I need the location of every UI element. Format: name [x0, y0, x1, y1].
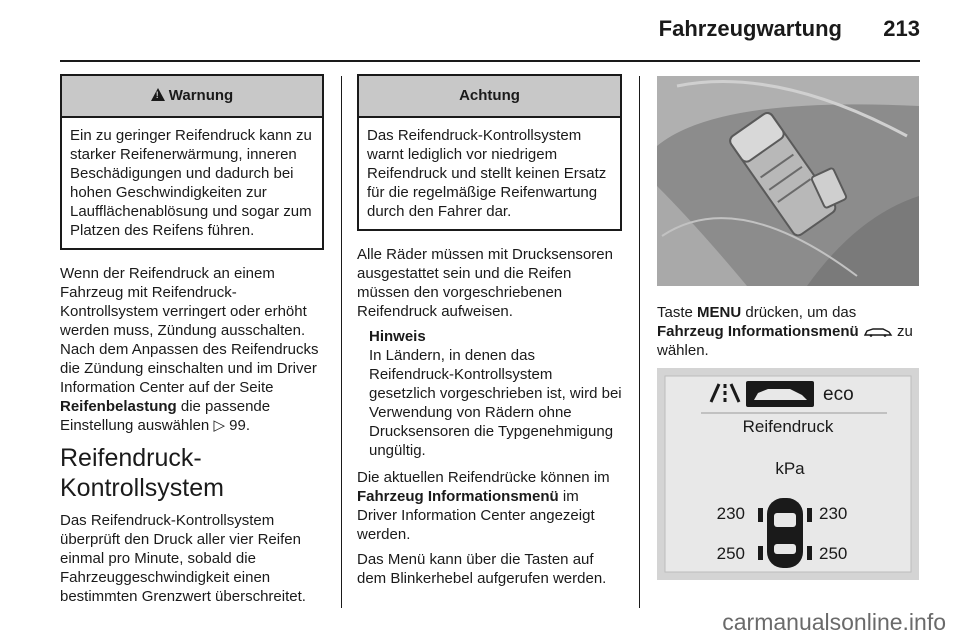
paragraph-menu-access: Das Menü kann über die Tasten auf dem Blinkerhebel aufgerufen werden.: [357, 551, 607, 587]
menu-term-reifenbelastung: Reifenbelastung: [60, 398, 177, 415]
turn-signal-lever-photo: [657, 76, 919, 286]
caption-menu-button: [657, 303, 922, 360]
caution-box-header: Achtung: [359, 76, 620, 118]
column-3-caption: [657, 303, 922, 366]
column-separator-1: [341, 76, 342, 608]
paragraph-system-description: Das Reifendruck-Kontrollsystem überprüft den Druck aller vier Reifen einmal pro Minute, sobald die Fahrzeuggeschwindigkeit einen bestimmten Grenzwert überschreitet.: [60, 512, 306, 605]
caption-text: drücken, um das: [745, 304, 857, 321]
pressure-front-left: 230: [716, 504, 745, 523]
section-heading: Reifendruck-Kontrollsystem: [60, 444, 224, 502]
warning-box: [60, 74, 324, 250]
page-reference-arrow-icon: ▷: [213, 417, 225, 434]
pressure-front-right: 230: [819, 504, 848, 523]
paragraph-current-pressures: [357, 468, 622, 544]
warning-text: Ein zu geringer Reifendruck kann zu starker Reifenerwärmung, inneren Beschädigungen und dadurch bei hohen Geschwindigkeiten zur Laufflächenablösung und sogar zum Platzen des Reifens führen.: [70, 127, 312, 239]
page-number: 213: [883, 16, 920, 41]
pressure-unit: kPa: [775, 459, 805, 478]
warning-triangle-icon: !: [151, 88, 165, 101]
pressure-rear-left: 250: [716, 544, 745, 563]
paragraph-pressure-adjust: [60, 264, 324, 435]
menu-key-label: MENU: [697, 304, 742, 321]
column-1: [60, 74, 324, 612]
caution-text: Das Reifendruck-Kontrollsystem warnt lediglich vor niedrigem Reifendruck und stellt keinen Ersatz für die regelmäßige Reifenwartung durch den Fahrer dar.: [367, 127, 607, 220]
pressure-rear-right: 250: [819, 544, 848, 563]
eco-label: eco: [823, 384, 854, 405]
caption-text: zu wählen.: [657, 323, 913, 359]
paragraph-text: die passende Einstellung auswählen: [60, 398, 271, 434]
menu-term-fahrzeug-info: Fahrzeug Informationsmenü: [657, 323, 859, 340]
caption-text: Taste: [657, 304, 693, 321]
display-illustration: [657, 368, 919, 580]
paragraph-text: Die aktuellen Reifendrücke können im: [357, 469, 610, 486]
column-separator-2: [639, 76, 640, 608]
note-text: In Ländern, in denen das Reifendruck-Kontrollsystem gesetzlich vorgeschrieben ist, wird bei Verwendung von Rädern ohne Drucksensoren die Typgenehmigung ungültig.: [369, 347, 622, 459]
lever-illustration: [657, 76, 919, 286]
header-rule: [60, 60, 920, 62]
caution-box: [357, 74, 622, 231]
warning-title: Warnung: [168, 87, 234, 104]
note-block: [357, 327, 622, 460]
menu-term-fahrzeug-info: Fahrzeug Informationsmenü: [357, 488, 559, 505]
page-reference[interactable]: 99.: [229, 417, 251, 434]
column-2: [357, 74, 622, 594]
note-title: Hinweis: [369, 328, 426, 345]
page-header-title: Fahrzeugwartung: [658, 16, 842, 41]
paragraph-text: im Driver Information Center angezeigt werden.: [357, 488, 595, 543]
paragraph-sensors: Alle Räder müssen mit Drucksensoren ausgestattet sein und die Reifen müssen den vorgeschriebenen Reifendruck aufweisen.: [357, 246, 613, 320]
watermark: carmanualsonline.info: [722, 609, 946, 635]
tire-pressure-display: [657, 368, 919, 580]
warning-box-header: [62, 76, 322, 118]
paragraph-text: Wenn der Reifendruck an einem Fahrzeug mit Reifendruck-Kontrollsystem verringert oder erhöht werden muss, Zündung ausschalten. Nach dem Anpassen des Reifendrucks die Zündung einschalten und im Driver Information Center auf der Seite: [60, 265, 319, 396]
car-icon: [863, 327, 893, 337]
display-title: Reifendruck: [742, 417, 834, 436]
